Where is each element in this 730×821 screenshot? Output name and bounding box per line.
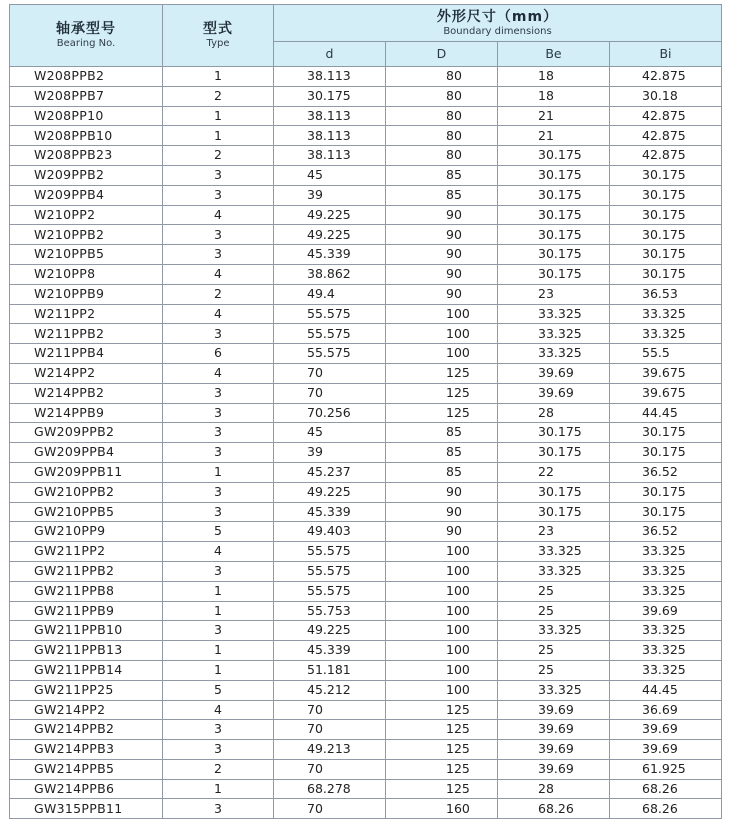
table-row <box>10 403 722 423</box>
Bi-cell: 30.175 <box>610 482 722 502</box>
bearing-no-cell: W214PP2 <box>10 363 163 383</box>
D-cell: 90 <box>386 225 498 245</box>
d-cell: 45.339 <box>274 245 386 265</box>
Bi-cell: 36.52 <box>610 522 722 542</box>
d-cell: 55.575 <box>274 344 386 364</box>
bearing-no-cell: W208PP10 <box>10 106 163 126</box>
table-row <box>10 205 722 225</box>
table-row <box>10 324 722 344</box>
table-row <box>10 106 722 126</box>
d-cell: 51.181 <box>274 660 386 680</box>
Bi-cell: 44.45 <box>610 403 722 423</box>
D-cell: 85 <box>386 185 498 205</box>
Bi-cell: 33.325 <box>610 621 722 641</box>
type-cell: 3 <box>163 443 274 463</box>
Be-cell: 39.69 <box>498 363 610 383</box>
table-row <box>10 522 722 542</box>
D-cell: 90 <box>386 482 498 502</box>
table-row <box>10 423 722 443</box>
d-cell: 38.113 <box>274 67 386 87</box>
type-cell: 3 <box>163 165 274 185</box>
D-cell: 100 <box>386 601 498 621</box>
type-cell: 3 <box>163 502 274 522</box>
table-row <box>10 383 722 403</box>
bearing-no-cell: GW211PPB9 <box>10 601 163 621</box>
bearing-no-cell: GW211PPB2 <box>10 561 163 581</box>
type-cell: 2 <box>163 146 274 166</box>
header-col-Be: Be <box>498 42 610 67</box>
Bi-cell: 36.52 <box>610 462 722 482</box>
table-row <box>10 245 722 265</box>
Bi-cell: 42.875 <box>610 126 722 146</box>
d-cell: 68.278 <box>274 779 386 799</box>
Be-cell: 30.175 <box>498 185 610 205</box>
d-cell: 45 <box>274 165 386 185</box>
header-type <box>163 5 274 67</box>
d-cell: 70 <box>274 720 386 740</box>
header-col-D: D <box>386 42 498 67</box>
d-cell: 70 <box>274 383 386 403</box>
D-cell: 80 <box>386 106 498 126</box>
table-row <box>10 146 722 166</box>
d-cell: 49.213 <box>274 740 386 760</box>
Bi-cell: 39.69 <box>610 601 722 621</box>
bearing-no-cell: GW209PPB4 <box>10 443 163 463</box>
type-cell: 1 <box>163 462 274 482</box>
type-cell: 2 <box>163 86 274 106</box>
D-cell: 85 <box>386 423 498 443</box>
Be-cell: 39.69 <box>498 759 610 779</box>
type-cell: 1 <box>163 601 274 621</box>
Be-cell: 30.175 <box>498 146 610 166</box>
table-row <box>10 799 722 819</box>
D-cell: 100 <box>386 304 498 324</box>
table-row <box>10 779 722 799</box>
header-dims-en: Boundary dimensions <box>443 25 552 37</box>
d-cell: 70 <box>274 700 386 720</box>
Be-cell: 30.175 <box>498 423 610 443</box>
Be-cell: 33.325 <box>498 621 610 641</box>
table-row <box>10 126 722 146</box>
Bi-cell: 30.175 <box>610 225 722 245</box>
bearing-no-cell: GW210PPB5 <box>10 502 163 522</box>
bearing-no-cell: GW214PPB3 <box>10 740 163 760</box>
D-cell: 100 <box>386 680 498 700</box>
table-row <box>10 443 722 463</box>
table-row <box>10 502 722 522</box>
table-row <box>10 542 722 562</box>
Bi-cell: 30.175 <box>610 165 722 185</box>
Be-cell: 25 <box>498 581 610 601</box>
bearing-no-cell: W210PPB9 <box>10 284 163 304</box>
Bi-cell: 36.53 <box>610 284 722 304</box>
bearing-no-cell: W208PPB23 <box>10 146 163 166</box>
type-cell: 3 <box>163 561 274 581</box>
D-cell: 90 <box>386 264 498 284</box>
Bi-cell: 42.875 <box>610 67 722 87</box>
d-cell: 38.113 <box>274 146 386 166</box>
header-bearing-cn: 轴承型号 <box>56 21 116 37</box>
Bi-cell: 61.925 <box>610 759 722 779</box>
table-row <box>10 284 722 304</box>
header-col-Bi: Bi <box>610 42 722 67</box>
Bi-cell: 33.325 <box>610 660 722 680</box>
Be-cell: 33.325 <box>498 344 610 364</box>
Bi-cell: 30.175 <box>610 245 722 265</box>
bearing-no-cell: GW209PPB11 <box>10 462 163 482</box>
table-row <box>10 621 722 641</box>
d-cell: 55.575 <box>274 304 386 324</box>
Be-cell: 68.26 <box>498 799 610 819</box>
D-cell: 125 <box>386 363 498 383</box>
Be-cell: 18 <box>498 67 610 87</box>
Be-cell: 33.325 <box>498 680 610 700</box>
D-cell: 80 <box>386 126 498 146</box>
Be-cell: 30.175 <box>498 165 610 185</box>
Be-cell: 30.175 <box>498 482 610 502</box>
Be-cell: 33.325 <box>498 561 610 581</box>
D-cell: 160 <box>386 799 498 819</box>
bearing-no-cell: W210PPB2 <box>10 225 163 245</box>
type-cell: 4 <box>163 363 274 383</box>
type-cell: 1 <box>163 641 274 661</box>
d-cell: 45.339 <box>274 502 386 522</box>
Be-cell: 39.69 <box>498 740 610 760</box>
Bi-cell: 30.175 <box>610 423 722 443</box>
type-cell: 3 <box>163 383 274 403</box>
bearing-no-cell: W210PP2 <box>10 205 163 225</box>
d-cell: 38.113 <box>274 106 386 126</box>
type-cell: 3 <box>163 740 274 760</box>
type-cell: 1 <box>163 660 274 680</box>
d-cell: 70 <box>274 799 386 819</box>
bearing-no-cell: GW214PPB6 <box>10 779 163 799</box>
Bi-cell: 39.675 <box>610 363 722 383</box>
Bi-cell: 68.26 <box>610 799 722 819</box>
D-cell: 100 <box>386 621 498 641</box>
D-cell: 100 <box>386 344 498 364</box>
Bi-cell: 42.875 <box>610 106 722 126</box>
type-cell: 3 <box>163 482 274 502</box>
Be-cell: 25 <box>498 641 610 661</box>
table-row <box>10 462 722 482</box>
Be-cell: 30.175 <box>498 205 610 225</box>
d-cell: 55.753 <box>274 601 386 621</box>
d-cell: 45.212 <box>274 680 386 700</box>
type-cell: 1 <box>163 581 274 601</box>
table-row <box>10 700 722 720</box>
bearing-no-cell: W211PPB2 <box>10 324 163 344</box>
type-cell: 4 <box>163 304 274 324</box>
bearing-no-cell: W208PPB2 <box>10 67 163 87</box>
bearing-no-cell: GW214PPB5 <box>10 759 163 779</box>
d-cell: 55.575 <box>274 581 386 601</box>
type-cell: 4 <box>163 542 274 562</box>
d-cell: 39 <box>274 185 386 205</box>
D-cell: 125 <box>386 720 498 740</box>
Bi-cell: 33.325 <box>610 641 722 661</box>
D-cell: 90 <box>386 284 498 304</box>
D-cell: 100 <box>386 641 498 661</box>
Be-cell: 22 <box>498 462 610 482</box>
D-cell: 85 <box>386 462 498 482</box>
Bi-cell: 30.18 <box>610 86 722 106</box>
D-cell: 80 <box>386 67 498 87</box>
table-row <box>10 264 722 284</box>
Be-cell: 30.175 <box>498 245 610 265</box>
Bi-cell: 39.675 <box>610 383 722 403</box>
D-cell: 100 <box>386 581 498 601</box>
bearing-no-cell: GW214PPB2 <box>10 720 163 740</box>
header-dims-cn: 外形尺寸（mm） <box>436 8 559 25</box>
type-cell: 1 <box>163 67 274 87</box>
header-type-cn: 型式 <box>203 21 233 37</box>
table-row <box>10 641 722 661</box>
bearing-no-cell: GW209PPB2 <box>10 423 163 443</box>
d-cell: 55.575 <box>274 561 386 581</box>
d-cell: 70 <box>274 759 386 779</box>
D-cell: 125 <box>386 740 498 760</box>
table-header <box>10 5 722 67</box>
Be-cell: 23 <box>498 522 610 542</box>
Be-cell: 39.69 <box>498 720 610 740</box>
table-row <box>10 740 722 760</box>
Be-cell: 18 <box>498 86 610 106</box>
bearing-no-cell: GW214PP2 <box>10 700 163 720</box>
d-cell: 39 <box>274 443 386 463</box>
bearing-no-cell: GW211PP25 <box>10 680 163 700</box>
Bi-cell: 44.45 <box>610 680 722 700</box>
table-row <box>10 720 722 740</box>
d-cell: 45 <box>274 423 386 443</box>
Be-cell: 21 <box>498 106 610 126</box>
D-cell: 100 <box>386 324 498 344</box>
D-cell: 125 <box>386 759 498 779</box>
Bi-cell: 33.325 <box>610 581 722 601</box>
bearing-no-cell: W208PPB10 <box>10 126 163 146</box>
Be-cell: 39.69 <box>498 383 610 403</box>
bearing-no-cell: W210PP8 <box>10 264 163 284</box>
type-cell: 1 <box>163 779 274 799</box>
Be-cell: 33.325 <box>498 324 610 344</box>
Be-cell: 33.325 <box>498 542 610 562</box>
header-boundary-dimensions <box>274 5 722 42</box>
bearing-no-cell: GW210PPB2 <box>10 482 163 502</box>
Bi-cell: 30.175 <box>610 205 722 225</box>
Bi-cell: 33.325 <box>610 324 722 344</box>
type-cell: 3 <box>163 403 274 423</box>
table-row <box>10 759 722 779</box>
type-cell: 4 <box>163 205 274 225</box>
D-cell: 125 <box>386 700 498 720</box>
D-cell: 80 <box>386 146 498 166</box>
Be-cell: 25 <box>498 660 610 680</box>
table-row <box>10 482 722 502</box>
table-row <box>10 185 722 205</box>
bearing-no-cell: W208PPB7 <box>10 86 163 106</box>
table-row <box>10 601 722 621</box>
bearing-no-cell: GW315PPB11 <box>10 799 163 819</box>
table-row <box>10 363 722 383</box>
D-cell: 125 <box>386 779 498 799</box>
bearing-no-cell: GW211PPB10 <box>10 621 163 641</box>
D-cell: 85 <box>386 165 498 185</box>
d-cell: 49.403 <box>274 522 386 542</box>
Be-cell: 33.325 <box>498 304 610 324</box>
type-cell: 4 <box>163 700 274 720</box>
d-cell: 70 <box>274 363 386 383</box>
Bi-cell: 33.325 <box>610 561 722 581</box>
Bi-cell: 30.175 <box>610 264 722 284</box>
Bi-cell: 42.875 <box>610 146 722 166</box>
D-cell: 100 <box>386 660 498 680</box>
type-cell: 3 <box>163 621 274 641</box>
d-cell: 49.225 <box>274 205 386 225</box>
bearing-no-cell: GW210PP9 <box>10 522 163 542</box>
bearing-spec-table <box>9 4 722 819</box>
Bi-cell: 39.69 <box>610 740 722 760</box>
Bi-cell: 30.175 <box>610 443 722 463</box>
header-bearing-no <box>10 5 163 67</box>
d-cell: 49.225 <box>274 225 386 245</box>
Be-cell: 30.175 <box>498 264 610 284</box>
type-cell: 3 <box>163 185 274 205</box>
d-cell: 38.113 <box>274 126 386 146</box>
type-cell: 3 <box>163 799 274 819</box>
d-cell: 55.575 <box>274 542 386 562</box>
type-cell: 4 <box>163 264 274 284</box>
d-cell: 45.339 <box>274 641 386 661</box>
bearing-no-cell: W214PPB2 <box>10 383 163 403</box>
type-cell: 3 <box>163 324 274 344</box>
d-cell: 45.237 <box>274 462 386 482</box>
bearing-no-cell: GW211PPB8 <box>10 581 163 601</box>
table-row <box>10 67 722 87</box>
d-cell: 49.225 <box>274 621 386 641</box>
type-cell: 6 <box>163 344 274 364</box>
Bi-cell: 36.69 <box>610 700 722 720</box>
bearing-no-cell: GW211PPB13 <box>10 641 163 661</box>
table-row <box>10 660 722 680</box>
D-cell: 90 <box>386 205 498 225</box>
type-cell: 1 <box>163 106 274 126</box>
d-cell: 70.256 <box>274 403 386 423</box>
table-row <box>10 680 722 700</box>
type-cell: 3 <box>163 423 274 443</box>
table-row <box>10 304 722 324</box>
table-row <box>10 86 722 106</box>
Bi-cell: 33.325 <box>610 304 722 324</box>
bearing-no-cell: W209PPB4 <box>10 185 163 205</box>
Be-cell: 28 <box>498 779 610 799</box>
Bi-cell: 30.175 <box>610 502 722 522</box>
table-row <box>10 225 722 245</box>
bearing-no-cell: W211PPB4 <box>10 344 163 364</box>
type-cell: 3 <box>163 225 274 245</box>
D-cell: 125 <box>386 403 498 423</box>
D-cell: 100 <box>386 561 498 581</box>
type-cell: 1 <box>163 126 274 146</box>
Be-cell: 25 <box>498 601 610 621</box>
D-cell: 125 <box>386 383 498 403</box>
table-row <box>10 344 722 364</box>
Be-cell: 28 <box>498 403 610 423</box>
Be-cell: 39.69 <box>498 700 610 720</box>
type-cell: 3 <box>163 720 274 740</box>
header-type-en: Type <box>206 38 230 49</box>
d-cell: 49.4 <box>274 284 386 304</box>
Be-cell: 30.175 <box>498 225 610 245</box>
Bi-cell: 68.26 <box>610 779 722 799</box>
bearing-no-cell: GW211PP2 <box>10 542 163 562</box>
bearing-no-cell: W209PPB2 <box>10 165 163 185</box>
header-col-d: d <box>274 42 386 67</box>
table-row <box>10 581 722 601</box>
Be-cell: 23 <box>498 284 610 304</box>
Bi-cell: 55.5 <box>610 344 722 364</box>
type-cell: 5 <box>163 522 274 542</box>
d-cell: 38.862 <box>274 264 386 284</box>
d-cell: 49.225 <box>274 482 386 502</box>
Be-cell: 30.175 <box>498 443 610 463</box>
Bi-cell: 33.325 <box>610 542 722 562</box>
bearing-no-cell: GW211PPB14 <box>10 660 163 680</box>
Be-cell: 21 <box>498 126 610 146</box>
bearing-no-cell: W211PP2 <box>10 304 163 324</box>
header-bearing-en: Bearing No. <box>56 38 116 49</box>
D-cell: 90 <box>386 245 498 265</box>
bearing-no-cell: W214PPB9 <box>10 403 163 423</box>
D-cell: 100 <box>386 542 498 562</box>
type-cell: 3 <box>163 245 274 265</box>
type-cell: 2 <box>163 759 274 779</box>
table-body <box>10 67 722 819</box>
bearing-no-cell: W210PPB5 <box>10 245 163 265</box>
D-cell: 85 <box>386 443 498 463</box>
d-cell: 55.575 <box>274 324 386 344</box>
type-cell: 2 <box>163 284 274 304</box>
type-cell: 5 <box>163 680 274 700</box>
Be-cell: 30.175 <box>498 502 610 522</box>
D-cell: 80 <box>386 86 498 106</box>
table-row <box>10 561 722 581</box>
D-cell: 90 <box>386 502 498 522</box>
D-cell: 90 <box>386 522 498 542</box>
Bi-cell: 30.175 <box>610 185 722 205</box>
d-cell: 30.175 <box>274 86 386 106</box>
Bi-cell: 39.69 <box>610 720 722 740</box>
table-row <box>10 165 722 185</box>
